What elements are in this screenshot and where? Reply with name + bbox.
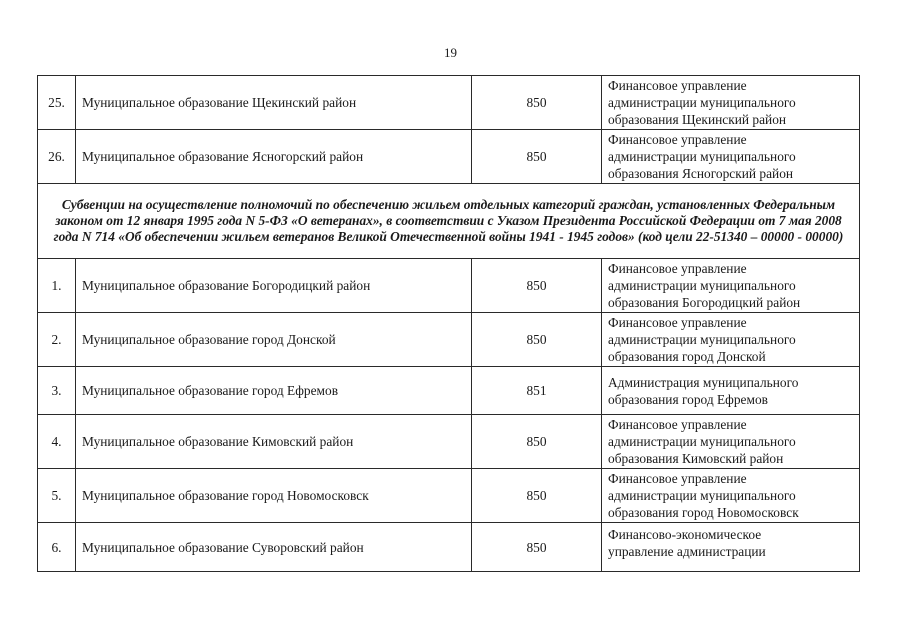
admin-code: 851 <box>472 367 602 415</box>
municipality-name: Муниципальное образование город Новомосковск <box>76 469 472 523</box>
recipient-line: администрации муниципального <box>608 149 796 164</box>
table-row <box>38 313 860 367</box>
recipient-cell <box>602 367 860 415</box>
recipient-line: Финансовое управление <box>608 417 747 432</box>
row-number: 6. <box>38 523 76 572</box>
row-number: 25. <box>38 76 76 130</box>
municipality-name: Муниципальное образование Щекинский район <box>76 76 472 130</box>
recipient-cell <box>602 259 860 313</box>
recipient-line: образования Богородицкий район <box>608 295 801 310</box>
table-row <box>38 367 860 415</box>
recipient-line: образования город Новомосковск <box>608 505 799 520</box>
admin-code: 850 <box>472 313 602 367</box>
municipality-name: Муниципальное образование Суворовский район <box>76 523 472 572</box>
table-row <box>38 415 860 469</box>
municipality-name: Муниципальное образование город Донской <box>76 313 472 367</box>
row-number: 5. <box>38 469 76 523</box>
recipient-cell <box>602 130 860 184</box>
row-number: 26. <box>38 130 76 184</box>
admin-code: 850 <box>472 76 602 130</box>
recipient-line: администрации муниципального <box>608 332 796 347</box>
recipient-line: образования Щекинский район <box>608 112 787 127</box>
recipient-cell <box>602 415 860 469</box>
row-number: 2. <box>38 313 76 367</box>
recipient-line: Финансовое управление <box>608 132 747 147</box>
municipality-name: Муниципальное образование Богородицкий район <box>76 259 472 313</box>
recipient-line: образования город Ефремов <box>608 391 768 407</box>
recipient-line: Финансово-экономическое <box>608 527 762 542</box>
row-number: 3. <box>38 367 76 415</box>
section-heading: Субвенции на осуществление полномочий по обеспечению жильем отдельных категорий граждан, установленных Федеральным законом от 12 января 1995 года N 5-ФЗ «О ветеранах», в соответствии с Указом Президента Российской Федерации от 7 мая 2008 года N 714 «Об обеспечении жильем ветеранов Великой Отечественной войны 1941 - 1945 годов» (код цели 22-51340 – 00000 - 00000) <box>38 184 860 259</box>
recipient-cell <box>602 313 860 367</box>
recipient-line: Финансовое управление <box>608 78 747 93</box>
recipient-line: образования Ясногорский район <box>608 166 794 181</box>
recipient-line: администрации муниципального <box>608 434 796 449</box>
municipality-name: Муниципальное образование Кимовский район <box>76 415 472 469</box>
recipient-cell <box>602 469 860 523</box>
recipient-line: Финансовое управление <box>608 471 747 486</box>
recipients-table <box>37 75 860 572</box>
admin-code: 850 <box>472 523 602 572</box>
admin-code: 850 <box>472 130 602 184</box>
recipient-line: образования Кимовский район <box>608 451 784 466</box>
municipality-name: Муниципальное образование Ясногорский район <box>76 130 472 184</box>
recipient-cell <box>602 76 860 130</box>
table-row <box>38 469 860 523</box>
admin-code: 850 <box>472 415 602 469</box>
recipient-line: управление администрации <box>608 544 766 559</box>
admin-code: 850 <box>472 469 602 523</box>
section-heading-row <box>38 184 860 259</box>
table-row <box>38 130 860 184</box>
table-row <box>38 523 860 572</box>
page-number: 19 <box>444 45 457 60</box>
recipient-line: образования город Донской <box>608 349 766 364</box>
recipient-line: администрации муниципального <box>608 95 796 110</box>
recipient-line: администрации муниципального <box>608 488 796 503</box>
municipality-name: Муниципальное образование город Ефремов <box>76 367 472 415</box>
recipient-line: Финансовое управление <box>608 261 747 276</box>
recipient-cell <box>602 523 860 572</box>
table-row <box>38 76 860 130</box>
recipient-line: администрации муниципального <box>608 278 796 293</box>
row-number: 4. <box>38 415 76 469</box>
admin-code: 850 <box>472 259 602 313</box>
table-row <box>38 259 860 313</box>
row-number: 1. <box>38 259 76 313</box>
recipient-line: Администрация муниципального <box>608 374 799 390</box>
recipient-line: Финансовое управление <box>608 315 747 330</box>
